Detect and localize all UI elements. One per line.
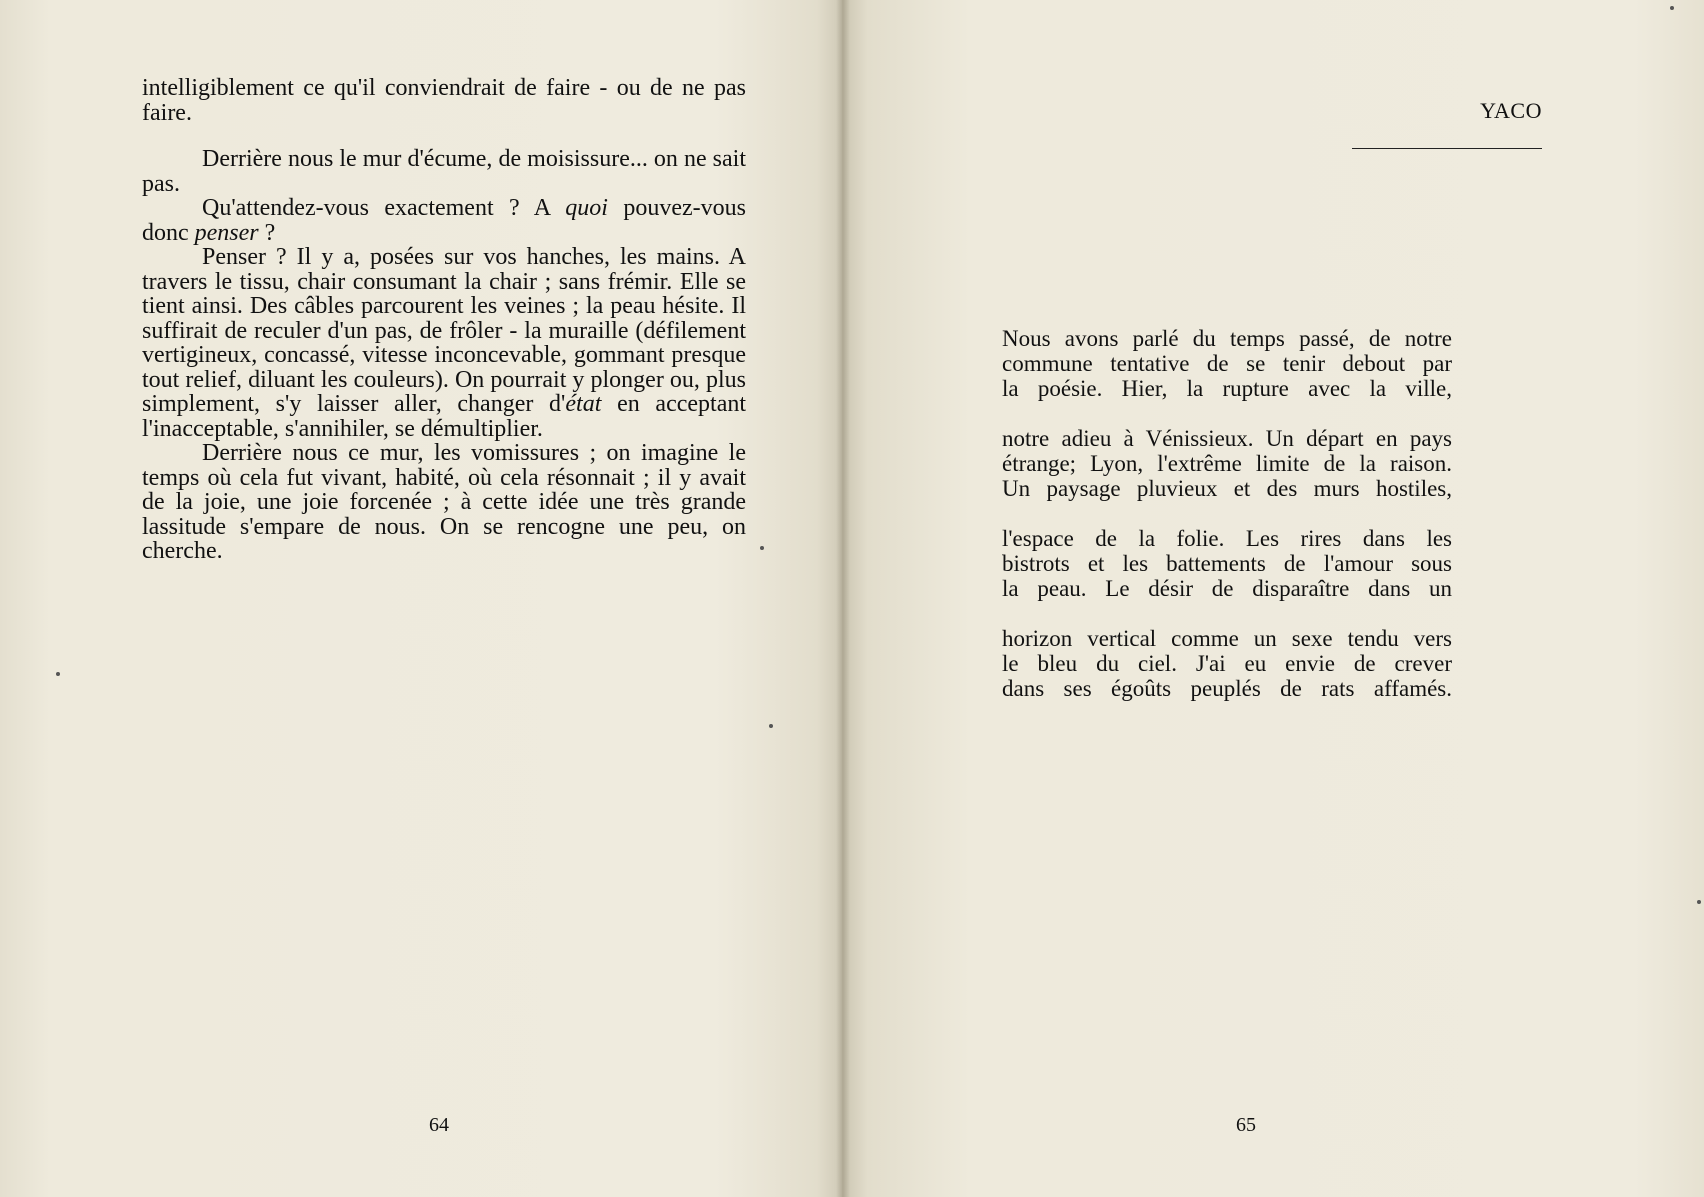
text-run: Qu'attendez-vous exactement ? A [202, 195, 566, 221]
italic-run: quoi [565, 195, 608, 221]
stanza [1002, 426, 1452, 501]
poem-line: Un paysage pluvieux et des murs hostiles, [1002, 476, 1452, 501]
poem [1002, 326, 1452, 726]
text-run: Derrière nous ce mur, les vomissures ; on imagine le temps où cela fut vivant, habité, où cela résonnait ; il y avait de la joie, une joie forcenée ; à cette idée une très grande lassitude s'empare de nous. On se rencogne une peu, on cherche. [142, 440, 746, 564]
poem-line: commune tentative de se tenir debout par [1002, 351, 1452, 376]
poem-line: horizon vertical comme un sexe tendu vers [1002, 626, 1452, 651]
text-run: Derrière nous le mur d'écume, de moisissure... on ne sait pas. [142, 146, 746, 197]
text-run: pouvez-vous donc [142, 195, 746, 246]
italic-run: état [565, 391, 602, 417]
stanza [1002, 526, 1452, 601]
poem-line: dans ses égoûts peuplés de rats affamés. [1002, 676, 1452, 701]
stanza [1002, 326, 1452, 401]
italic-run: penser [194, 219, 259, 246]
left-page [0, 0, 842, 1197]
paragraph [142, 76, 746, 125]
poem-line: le bleu du ciel. J'ai eu envie de crever [1002, 651, 1452, 676]
header-rule [1352, 148, 1542, 149]
running-header: YACO [1480, 98, 1542, 123]
stray-mark [760, 546, 764, 550]
poem-line: Nous avons parlé du temps passé, de notre [1002, 326, 1452, 351]
poem-line: la poésie. Hier, la rupture avec la ville, [1002, 376, 1452, 401]
paragraph [142, 196, 746, 245]
poem-line: la peau. Le désir de disparaître dans un [1002, 576, 1452, 601]
stanza [1002, 626, 1452, 701]
text-run: en acceptant l'inacceptable, s'annihiler, se démultiplier. [142, 391, 747, 442]
poem-line: notre adieu à Vénissieux. Un départ en pays [1002, 426, 1452, 451]
poem-line: bistrots et les battements de l'amour sous [1002, 551, 1452, 576]
book-gutter [836, 0, 850, 1197]
paragraph [142, 147, 746, 196]
text-run: Penser ? Il y a, posées sur vos hanches, les mains. A travers le tissu, chair consumant la chair ; sans frémir. Elle se tient ainsi. Des câbles parcourent les veines ; la peau hésite. Il suffirait de reculer d'un pas, de frôler - la muraille (défilement vertigineux, concassé, vitesse inconcevable, gommant presque tout relief, diluant les couleurs). On pourrait y plonger ou, plus simplement, s'y laisser aller, changer d' [142, 244, 746, 417]
stray-mark [56, 672, 60, 676]
poem-line: l'espace de la folie. Les rires dans les [1002, 526, 1452, 551]
left-page-text [142, 76, 746, 564]
stray-mark [1670, 6, 1674, 10]
page-number-right: 65 [1236, 1114, 1256, 1136]
text-run: intelligiblement ce qu'il conviendrait de faire - ou de ne pas faire. [142, 75, 746, 126]
paragraph [142, 245, 746, 441]
poem-line: étrange; Lyon, l'extrême limite de la raison. [1002, 451, 1452, 476]
page-number-left: 64 [429, 1114, 449, 1136]
stray-mark [1697, 900, 1701, 904]
text-run: ? [258, 219, 276, 246]
paragraph [142, 441, 746, 564]
stray-mark [769, 724, 773, 728]
